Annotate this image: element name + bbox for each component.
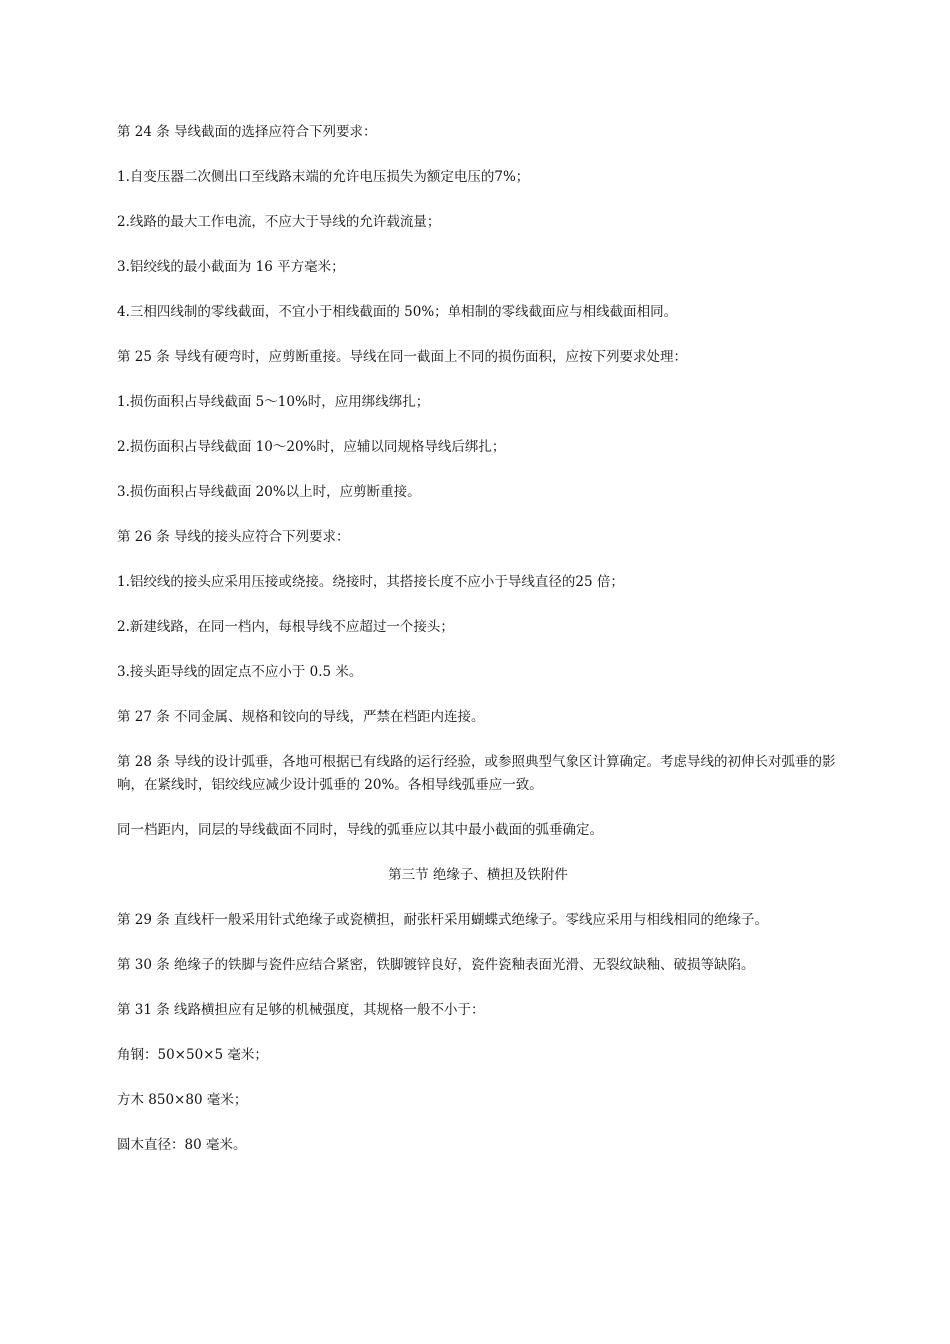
article-24-item-2: 2.线路的最大工作电流，不应大于导线的允许载流量； — [117, 214, 441, 230]
article-31-square-timber: 方木 850×80 毫米； — [117, 1092, 248, 1108]
article-24-item-1: 1.自变压器二次侧出口至线路末端的允许电压损失为额定电压的7%； — [117, 169, 530, 185]
article-24-item-3: 3.铝绞线的最小截面为 16 平方毫米； — [117, 259, 345, 275]
article-26-heading: 第 26 条 导线的接头应符合下列要求： — [117, 529, 350, 545]
article-25-item-2: 2.损伤面积占导线截面 10～20%时，应辅以同规格导线后绑扎； — [117, 439, 506, 455]
article-25-heading: 第 25 条 导线有硬弯时，应剪断重接。导线在同一截面上不同的损伤面积，应按下列要求处理： — [117, 349, 688, 365]
article-30: 第 30 条 绝缘子的铁脚与瓷件应结合紧密，铁脚镀锌良好，瓷件瓷釉表面光滑、无裂纹缺釉、破损等缺陷。 — [117, 957, 755, 973]
article-28: 第 28 条 导线的设计弧垂，各地可根据已有线路的运行经验，或参照典型气象区计算确定。考虑导线的初伸长对弧垂的影响，在紧线时，铝绞线应减少设计弧垂的 20%。各相导线弧垂应一致。 — [117, 754, 836, 793]
document-page — [117, 121, 839, 1179]
article-27: 第 27 条 不同金属、规格和铰向的导线，严禁在档距内连接。 — [117, 709, 485, 725]
article-31-round-timber: 圆木直径：80 毫米。 — [117, 1137, 247, 1153]
article-26-item-3: 3.接头距导线的固定点不应小于 0.5 米。 — [117, 664, 363, 680]
article-29: 第 29 条 直线杆一般采用针式绝缘子或瓷横担，耐张杆采用蝴蝶式绝缘子。零线应采用与相线相同的绝缘子。 — [117, 912, 769, 928]
article-31-angle-steel: 角钢：50×50×5 毫米； — [117, 1047, 268, 1063]
article-26-item-1: 1.铝绞线的接头应采用压接或绕接。绕接时，其搭接长度不应小于导线直径的25 倍； — [117, 574, 624, 590]
article-25-item-1: 1.损伤面积占导线截面 5～10%时，应用绑线绑扎； — [117, 394, 430, 410]
article-24-heading: 第 24 条 导线截面的选择应符合下列要求： — [117, 124, 377, 140]
section-heading: 第三节 绝缘子、横担及铁附件 — [388, 867, 568, 883]
article-25-item-3: 3.损伤面积占导线截面 20%以上时，应剪断重接。 — [117, 484, 421, 500]
article-24-item-4: 4.三相四线制的零线截面，不宜小于相线截面的 50%；单相制的零线截面应与相线截面相同。 — [117, 304, 678, 320]
article-28-continuation: 同一档距内，同层的导线截面不同时，导线的弧垂应以其中最小截面的弧垂确定。 — [117, 822, 603, 838]
article-31-heading: 第 31 条 线路横担应有足够的机械强度，其规格一般不小于： — [117, 1002, 485, 1018]
article-26-item-2: 2.新建线路，在同一档内，每根导线不应超过一个接头； — [117, 619, 454, 635]
